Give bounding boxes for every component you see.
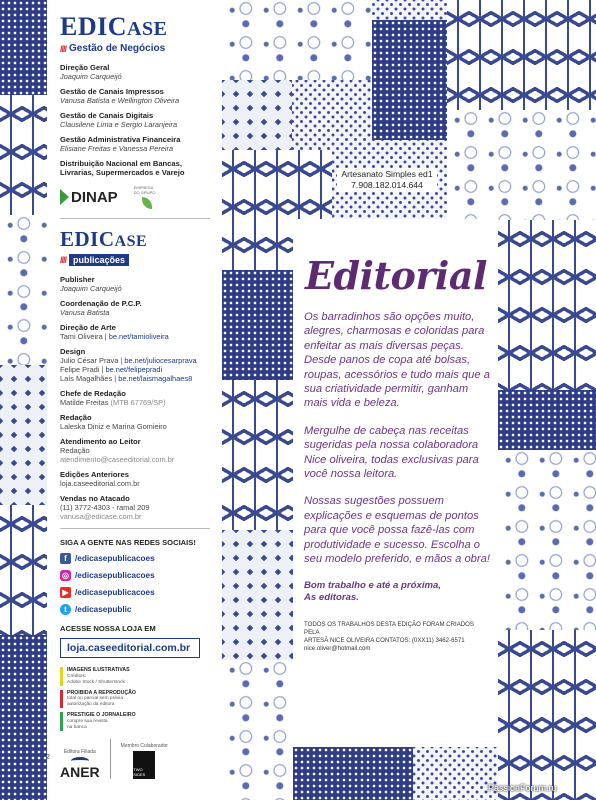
store-heading: ACESSE NOSSA LOJA EM — [60, 624, 156, 633]
store-url-link[interactable]: loja.caseeditorial.com.br — [60, 638, 200, 658]
email-link[interactable]: nice.oliver@hotmail.com — [304, 644, 371, 652]
editorial-title: Editorial — [305, 253, 487, 298]
pattern-patch — [222, 0, 372, 80]
staff-block: Gestão Administrativa Financeira Elisiane Freitas e Vanessa Pereira — [60, 135, 181, 153]
pattern-patch — [498, 630, 596, 800]
editorial-paragraph: Nossas sugestões possuem explicações e esquemas de pontos para que você possa fazê-las com produtividade e sucesso. Escolha o seu modelo preferido, e mãos a obra! — [304, 495, 490, 566]
staff-block: Gestão de Canais Digitais Clausilene Lima e Sergio Laranjeira — [60, 111, 178, 129]
two-sides-logo: Membro Colaborador TWO SIDES — [120, 742, 168, 777]
behance-link[interactable]: be.net/tamioliveira — [108, 332, 169, 341]
email-link[interactable]: vanusa@edicase.com.br — [60, 512, 142, 521]
legal-item: PROIBIDA A REPRODUÇÃO total ou parcial sem prévia autorização da editora — [60, 690, 222, 709]
editorial-paragraph: Mergulhe de cabeça nas receitas sugeridas pela nossa colaboradora Nice oliveira, todas exclusivas para você nossa leitora. — [304, 424, 479, 481]
twitter-icon: t — [60, 604, 71, 615]
staff-block: Coordenação de P.C.P. Vanusa Batista — [60, 299, 142, 317]
pattern-patch — [293, 747, 413, 800]
edition-sticker: Artesanato Simples ed1 7.908.182.014.644 — [337, 168, 437, 192]
editorial-signature: Bom trabalho e até a próxima, As editoras. — [304, 579, 442, 603]
staff-block: Distribuição Nacional em Bancas, Livrarias, Supermercados e Varejo — [60, 159, 185, 177]
behance-link[interactable]: be.net/laismagalhaes8 — [118, 374, 193, 383]
pattern-patch — [222, 530, 293, 660]
social-instagram[interactable]: ◎ /edicasepublicacoes — [62, 571, 155, 580]
pattern-patch — [0, 215, 48, 365]
pattern-patch — [372, 20, 447, 140]
legal-item: IMAGENS ILUSTRATIVAS Créditos: Adobe Stock / Shutterstock — [60, 667, 222, 686]
editorial-credits: TODOS OS TRABALHOS DESTA EDIÇÃO FORAM CRIADOS PELA ARTESÃ NICE OLIVEIRA CONTATOS: (0XX11) 3462-6571 nice.oliver@hotmail.com — [304, 621, 490, 653]
stripes-icon: //// — [60, 254, 67, 265]
pattern-patch — [447, 110, 596, 220]
social-heading: SIGA A GENTE NAS REDES SOCIAIS! — [60, 538, 196, 547]
dinap-logo: DINAP — [60, 189, 118, 206]
editorial-paragraph: Os barradinhos são opções muito, alegres, charmosas e coloridas para enfeitar as mais diversas peças. Desde panos de copa até bolsas, roupas, acessórios e tudo mais que a sua criatividade permitir, ganham mais vida e beleza. — [304, 311, 490, 410]
store-link[interactable]: loja.caseeditorial.com.br — [60, 479, 140, 488]
watermark: PassionForum.ru — [488, 783, 557, 793]
staff-block: Redação Laleska Diniz e Marina Gomieiro — [60, 413, 167, 431]
staff-block: Gestão de Canais Impressos Vanusa Batista e Wellington Oliveira — [60, 87, 180, 105]
pattern-patch — [222, 660, 293, 800]
staff-block: Direção Geral Joaquim Carqueijó — [60, 63, 122, 81]
social-twitter[interactable]: t /edicasepublic — [60, 604, 222, 615]
edicase-logo: EDICASE — [60, 12, 168, 41]
pattern-patch — [498, 450, 596, 630]
chevron-right-icon — [60, 189, 69, 205]
youtube-icon: ▶ — [60, 587, 71, 598]
pattern-patch — [222, 80, 292, 150]
pattern-patch — [447, 0, 596, 110]
distributor-logos — [60, 185, 222, 209]
pattern-patch — [0, 95, 48, 215]
stripes-icon: //// — [60, 43, 67, 54]
edicase-subtitle: //// Gestão de Negócios — [60, 43, 166, 54]
aner-logo: Editora Filiada ANER — [60, 748, 100, 780]
pattern-patch — [222, 270, 293, 380]
email-link[interactable]: atendimento@caseeditorial.com.br — [60, 455, 175, 464]
legal-notes — [60, 667, 222, 731]
staff-block: Atendimento ao Leitor Redação atendimento@caseeditorial.com.br — [60, 437, 222, 464]
social-youtube[interactable]: ▶ /edicasepublicacoes — [60, 587, 222, 598]
masthead-sidebar — [47, 0, 222, 800]
staff-block: Vendas no Atacado (11) 3772-4303 - ramal 209 vanusa@edicase.com.br — [60, 494, 222, 521]
divider — [60, 528, 210, 529]
staff-block: Chefe de Redação Matilde Freitas (MTB 67769/SP) — [60, 389, 166, 407]
divider — [110, 739, 111, 779]
leaf-icon — [142, 197, 152, 209]
pattern-patch — [498, 390, 596, 450]
behance-link[interactable]: be.net/felipepradi — [105, 365, 163, 374]
footer-logos — [60, 739, 222, 779]
staff-block: Direção de Arte Tami Oliveira | be.net/tamioliveira — [60, 323, 169, 341]
edicase-publicacoes-subtitle: //// publicações — [60, 253, 222, 266]
page-number: 2 — [46, 754, 50, 761]
divider — [60, 218, 210, 219]
editorial-card — [293, 219, 498, 747]
group-seal: EMPRESA DO GRUPO — [134, 185, 160, 209]
legal-item: PRESTIGIE O JORNALEIRO compre sua revista na banca — [60, 712, 222, 731]
pattern-patch — [498, 220, 596, 390]
pattern-patch — [0, 505, 48, 635]
facebook-icon: f — [60, 553, 71, 564]
pattern-patch — [0, 365, 48, 505]
social-facebook[interactable]: f /edicasepublicacoes — [60, 553, 222, 564]
pattern-patch — [0, 0, 48, 95]
staff-block: Design Julio César Prava | be.net/juliocesarprava Felipe Pradi | be.net/felipepradi Laís Magalhães | be.net/laismagalhaes8 — [60, 347, 197, 383]
staff-block: Publisher Joaquim Carqueijó — [60, 275, 122, 293]
pattern-patch — [0, 635, 48, 800]
pattern-patch — [222, 380, 293, 530]
edicase-publicacoes-logo: EDICASE — [60, 227, 148, 251]
staff-block: Edições Anteriores loja.caseeditorial.com.br — [60, 470, 222, 488]
behance-link[interactable]: be.net/juliocesarprava — [124, 356, 197, 365]
instagram-icon: ◎ — [60, 570, 71, 581]
